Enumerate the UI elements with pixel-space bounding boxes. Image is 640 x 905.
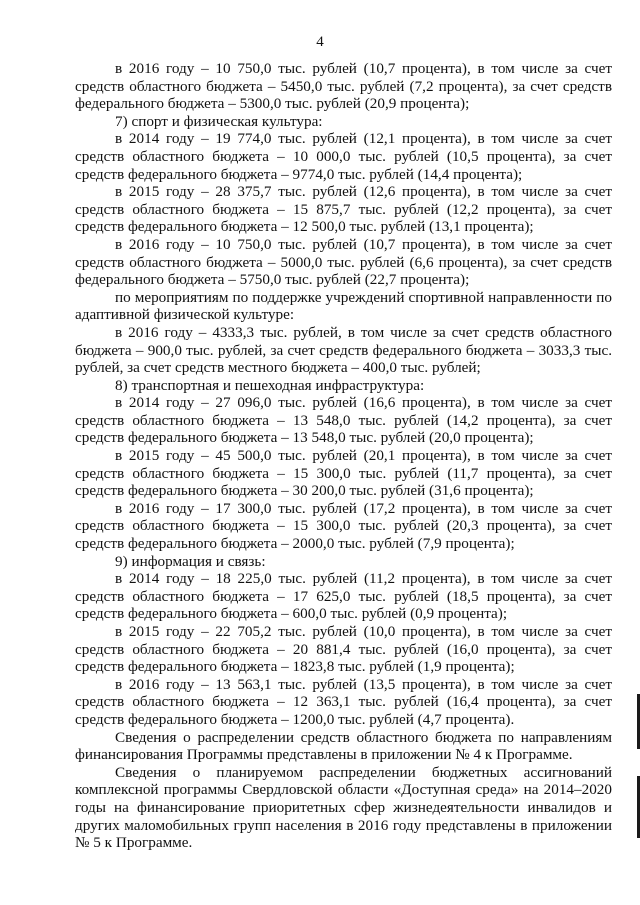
paragraph-adaptive-sport-2016: в 2016 году – 4333,3 тыс. рублей, в том числе за счет средств областного бюджета – 900,0 тыс. рублей, за счет средств федерального бюджета – 3033,3 тыс. рублей, за счет средств местного бюджета – 400,0 тыс. рублей;	[75, 323, 612, 377]
page-number: 4	[316, 34, 324, 50]
paragraph-sport-2016: в 2016 году – 10 750,0 тыс. рублей (10,7 процента), в том числе за счет средств областного бюджета – 5000,0 тыс. рублей (6,6 процента), за счет средств федерального бюджета – 5750,0 тыс. рублей (22,7 процента);	[75, 235, 612, 289]
paragraph-information-2016: в 2016 году – 13 563,1 тыс. рублей (13,5 процента), в том числе за счет средств областного бюджета – 12 363,1 тыс. рублей (16,4 процента), за счет средств федерального бюджета – 1200,0 тыс. рублей (4,7 процента).	[75, 675, 612, 728]
heading-sport: 7) спорт и физическая культура:	[115, 112, 323, 130]
paragraph-appendix-4: Сведения о распределении средств областного бюджета по направлениям финансирования Программы представлены в приложении № 4 к Программе.	[75, 728, 612, 764]
heading-information: 9) информация и связь:	[115, 552, 266, 570]
paragraph-sport-2014: в 2014 году – 19 774,0 тыс. рублей (12,1 процента), в том числе за счет средств областного бюджета – 10 000,0 тыс. рублей (10,5 процента), за счет средств федерального бюджета – 9774,0 тыс. рублей (14,4 процента);	[75, 130, 612, 183]
paragraph-adaptive-sport: по мероприятиям по поддержке учреждений спортивной направленности по адаптивной физической культуре:	[75, 288, 612, 324]
paragraph-information-2015: в 2015 году – 22 705,2 тыс. рублей (10,0 процента), в том числе за счет средств областного бюджета – 20 881,4 тыс. рублей (16,0 процента), за счет средств федерального бюджета – 1823,8 тыс. рублей (1,9 процента);	[75, 623, 612, 676]
paragraph-information-2014: в 2014 году – 18 225,0 тыс. рублей (11,2 процента), в том числе за счет средств областного бюджета – 17 625,0 тыс. рублей (18,5 процента), за счет средств федерального бюджета – 600,0 тыс. рублей (0,9 процента);	[75, 570, 612, 623]
paragraph-transport-2015: в 2015 году – 45 500,0 тыс. рублей (20,1 процента), в том числе за счет средств областного бюджета – 15 300,0 тыс. рублей (11,7 процента), за счет средств федерального бюджета – 30 200,0 тыс. рублей (31,6 процента);	[75, 447, 612, 500]
paragraph-appendix-5: Сведения о планируемом распределении бюджетных ассигнований комплексной программы Свердловской области «Доступная среда» на 2014–2020 годы на финансирование приоритетных сфер жизнедеятельности инвалидов и других маломобильных групп населения в 2016 году представлены в приложении № 5 к Программе.	[75, 763, 612, 852]
paragraph-transport-2014: в 2014 году – 27 096,0 тыс. рублей (16,6 процента), в том числе за счет средств областного бюджета – 13 548,0 тыс. рублей (14,2 процента), за счет средств федерального бюджета – 13 548,0 тыс. рублей (20,0 процента);	[75, 394, 612, 447]
paragraph-culture-2016: в 2016 году – 10 750,0 тыс. рублей (10,7 процента), в том числе за счет средств областного бюджета – 5450,0 тыс. рублей (7,2 процента), за счет средств федерального бюджета – 5300,0 тыс. рублей (20,9 процента);	[75, 60, 612, 113]
paragraph-transport-2016: в 2016 году – 17 300,0 тыс. рублей (17,2 процента), в том числе за счет средств областного бюджета – 15 300,0 тыс. рублей (20,3 процента), за счет средств федерального бюджета – 2000,0 тыс. рублей (7,9 процента);	[75, 499, 612, 553]
heading-transport: 8) транспортная и пешеходная инфраструктура:	[115, 376, 425, 394]
paragraph-sport-2015: в 2015 году – 28 375,7 тыс. рублей (12,6 процента), в том числе за счет средств областного бюджета – 15 875,7 тыс. рублей (12,2 процента), за счет средств федерального бюджета – 12 500,0 тыс. рублей (13,1 процента);	[75, 183, 612, 236]
document-body	[75, 60, 612, 852]
